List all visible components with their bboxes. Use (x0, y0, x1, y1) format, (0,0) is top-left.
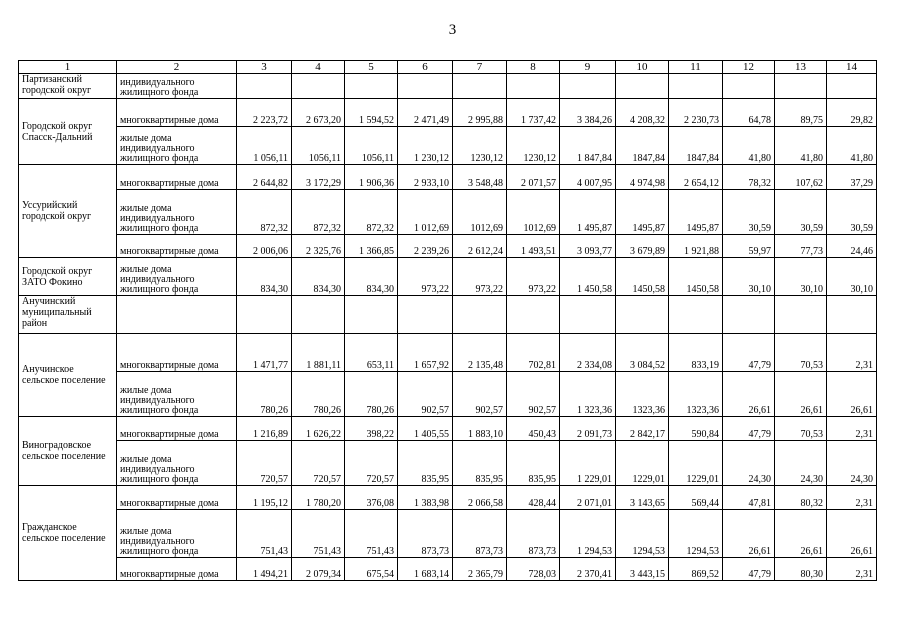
value-cell (237, 296, 292, 334)
value-cell (616, 74, 669, 99)
value-cell: 47,81 (723, 486, 775, 510)
column-header: 12 (723, 61, 775, 74)
housing-type-cell (117, 296, 237, 334)
value-cell: 24,30 (827, 441, 877, 486)
column-header: 8 (507, 61, 560, 74)
value-cell: 2,31 (827, 486, 877, 510)
housing-type-cell: индивидуального жилищного фонда (117, 74, 237, 99)
value-cell: 2 066,58 (453, 486, 507, 510)
housing-type-cell: жилые дома индивидуального жилищного фонда (117, 372, 237, 417)
value-cell: 2 995,88 (453, 99, 507, 127)
value-cell: 2 223,72 (237, 99, 292, 127)
column-header: 11 (669, 61, 723, 74)
value-cell: 872,32 (345, 190, 398, 235)
value-cell: 1847,84 (616, 127, 669, 165)
value-cell: 2 612,24 (453, 235, 507, 258)
value-cell: 1056,11 (292, 127, 345, 165)
value-cell (723, 74, 775, 99)
value-cell: 3 384,26 (560, 99, 616, 127)
value-cell: 1 881,11 (292, 334, 345, 372)
value-cell: 2 654,12 (669, 165, 723, 190)
value-cell: 26,61 (723, 510, 775, 558)
value-cell: 1323,36 (669, 372, 723, 417)
value-cell: 89,75 (775, 99, 827, 127)
housing-type-cell: многоквартирные дома (117, 235, 237, 258)
value-cell: 3 443,15 (616, 558, 669, 581)
value-cell: 1 737,42 (507, 99, 560, 127)
value-cell (345, 296, 398, 334)
value-cell: 873,73 (453, 510, 507, 558)
table-row (19, 190, 877, 235)
value-cell: 41,80 (775, 127, 827, 165)
value-cell: 3 548,48 (453, 165, 507, 190)
value-cell: 1 847,84 (560, 127, 616, 165)
value-cell (669, 74, 723, 99)
value-cell: 902,57 (398, 372, 453, 417)
value-cell: 872,32 (237, 190, 292, 235)
value-cell: 835,95 (398, 441, 453, 486)
value-cell: 3 172,29 (292, 165, 345, 190)
value-cell (292, 74, 345, 99)
value-cell: 2 365,79 (453, 558, 507, 581)
value-cell: 1294,53 (616, 510, 669, 558)
value-cell: 1294,53 (669, 510, 723, 558)
value-cell: 2 673,20 (292, 99, 345, 127)
value-cell: 751,43 (345, 510, 398, 558)
value-cell: 728,03 (507, 558, 560, 581)
region-cell: Городской округ ЗАТО Фокино (19, 258, 117, 296)
value-cell: 2 471,49 (398, 99, 453, 127)
value-cell: 2 006,06 (237, 235, 292, 258)
value-cell: 1 626,22 (292, 417, 345, 441)
value-cell: 1 450,58 (560, 258, 616, 296)
value-cell: 37,29 (827, 165, 877, 190)
value-cell: 1 229,01 (560, 441, 616, 486)
value-cell: 1 230,12 (398, 127, 453, 165)
housing-type-cell: многоквартирные дома (117, 558, 237, 581)
value-cell: 1495,87 (616, 190, 669, 235)
value-cell (669, 296, 723, 334)
value-cell: 751,43 (237, 510, 292, 558)
value-cell: 1450,58 (669, 258, 723, 296)
value-cell: 702,81 (507, 334, 560, 372)
value-cell: 70,53 (775, 417, 827, 441)
value-cell: 30,10 (827, 258, 877, 296)
value-cell: 24,30 (723, 441, 775, 486)
value-cell: 1 195,12 (237, 486, 292, 510)
value-cell: 973,22 (398, 258, 453, 296)
value-cell: 47,79 (723, 334, 775, 372)
column-header: 3 (237, 61, 292, 74)
value-cell: 1847,84 (669, 127, 723, 165)
value-cell: 1 383,98 (398, 486, 453, 510)
tariff-table (18, 60, 877, 581)
table-row (19, 372, 877, 417)
value-cell: 675,54 (345, 558, 398, 581)
value-cell: 835,95 (453, 441, 507, 486)
region-cell: Гражданское сельское поселение (19, 486, 117, 581)
value-cell: 2 933,10 (398, 165, 453, 190)
value-cell: 1450,58 (616, 258, 669, 296)
column-header: 6 (398, 61, 453, 74)
value-cell: 973,22 (453, 258, 507, 296)
value-cell: 1 921,88 (669, 235, 723, 258)
value-cell: 376,08 (345, 486, 398, 510)
value-cell: 2 091,73 (560, 417, 616, 441)
value-cell: 30,59 (723, 190, 775, 235)
value-cell: 1 493,51 (507, 235, 560, 258)
value-cell: 2 230,73 (669, 99, 723, 127)
value-cell (560, 74, 616, 99)
value-cell: 30,10 (775, 258, 827, 296)
value-cell: 833,19 (669, 334, 723, 372)
table-row (19, 74, 877, 99)
value-cell (827, 74, 877, 99)
table-row (19, 510, 877, 558)
value-cell (560, 296, 616, 334)
value-cell (827, 296, 877, 334)
column-header: 2 (117, 61, 237, 74)
value-cell: 2 644,82 (237, 165, 292, 190)
value-cell: 1 906,36 (345, 165, 398, 190)
table-row (19, 99, 877, 127)
column-header: 13 (775, 61, 827, 74)
value-cell: 77,73 (775, 235, 827, 258)
housing-type-cell: жилые дома индивидуального жилищного фонда (117, 510, 237, 558)
value-cell: 428,44 (507, 486, 560, 510)
value-cell: 3 679,89 (616, 235, 669, 258)
value-cell: 1012,69 (507, 190, 560, 235)
value-cell: 450,43 (507, 417, 560, 441)
value-cell: 872,32 (292, 190, 345, 235)
value-cell: 30,59 (775, 190, 827, 235)
page-number: 3 (448, 22, 457, 38)
value-cell (345, 74, 398, 99)
value-cell: 2 325,76 (292, 235, 345, 258)
column-header: 1 (19, 61, 117, 74)
value-cell: 59,97 (723, 235, 775, 258)
value-cell (507, 74, 560, 99)
column-header: 9 (560, 61, 616, 74)
value-cell: 873,73 (398, 510, 453, 558)
housing-type-cell: жилые дома индивидуального жилищного фонда (117, 127, 237, 165)
value-cell: 1 494,21 (237, 558, 292, 581)
value-cell: 2 334,08 (560, 334, 616, 372)
value-cell: 1 366,85 (345, 235, 398, 258)
value-cell: 1 323,36 (560, 372, 616, 417)
table-row (19, 165, 877, 190)
value-cell (398, 74, 453, 99)
value-cell: 1323,36 (616, 372, 669, 417)
column-header: 5 (345, 61, 398, 74)
value-cell: 873,73 (507, 510, 560, 558)
value-cell (775, 296, 827, 334)
region-cell: Городской округ Спасск-Дальний (19, 99, 117, 165)
value-cell: 902,57 (507, 372, 560, 417)
value-cell: 30,59 (827, 190, 877, 235)
table-row (19, 258, 877, 296)
table-row (19, 127, 877, 165)
value-cell: 3 143,65 (616, 486, 669, 510)
column-header: 14 (827, 61, 877, 74)
value-cell (453, 74, 507, 99)
value-cell: 1 405,55 (398, 417, 453, 441)
housing-type-cell: многоквартирные дома (117, 99, 237, 127)
region-cell: Уссурийский городской округ (19, 165, 117, 258)
value-cell: 26,61 (723, 372, 775, 417)
value-cell: 1012,69 (453, 190, 507, 235)
value-cell (507, 296, 560, 334)
value-cell: 2 135,48 (453, 334, 507, 372)
housing-type-cell: жилые дома индивидуального жилищного фонда (117, 190, 237, 235)
table-row (19, 296, 877, 334)
value-cell: 1 883,10 (453, 417, 507, 441)
value-cell: 780,26 (292, 372, 345, 417)
value-cell: 4 208,32 (616, 99, 669, 127)
value-cell: 869,52 (669, 558, 723, 581)
value-cell: 4 007,95 (560, 165, 616, 190)
header-row (19, 61, 877, 74)
value-cell (453, 296, 507, 334)
value-cell: 2 071,57 (507, 165, 560, 190)
value-cell: 78,32 (723, 165, 775, 190)
value-cell (237, 74, 292, 99)
housing-type-cell: многоквартирные дома (117, 486, 237, 510)
value-cell: 780,26 (345, 372, 398, 417)
value-cell: 834,30 (345, 258, 398, 296)
table-row (19, 441, 877, 486)
value-cell: 720,57 (345, 441, 398, 486)
housing-type-cell: жилые дома индивидуального жилищного фонда (117, 441, 237, 486)
value-cell: 2,31 (827, 558, 877, 581)
housing-type-cell: многоквартирные дома (117, 165, 237, 190)
value-cell: 41,80 (723, 127, 775, 165)
value-cell: 590,84 (669, 417, 723, 441)
table-row (19, 417, 877, 441)
value-cell: 834,30 (292, 258, 345, 296)
table-row (19, 334, 877, 372)
value-cell: 26,61 (775, 372, 827, 417)
value-cell (292, 296, 345, 334)
region-cell: Партизанский городской округ (19, 74, 117, 99)
value-cell: 47,79 (723, 417, 775, 441)
value-cell (723, 296, 775, 334)
value-cell: 2 239,26 (398, 235, 453, 258)
value-cell: 902,57 (453, 372, 507, 417)
value-cell: 720,57 (292, 441, 345, 486)
value-cell: 1230,12 (507, 127, 560, 165)
value-cell: 720,57 (237, 441, 292, 486)
table-row (19, 486, 877, 510)
value-cell: 64,78 (723, 99, 775, 127)
value-cell: 1230,12 (453, 127, 507, 165)
value-cell: 1 056,11 (237, 127, 292, 165)
value-cell: 2 370,41 (560, 558, 616, 581)
value-cell: 107,62 (775, 165, 827, 190)
value-cell: 973,22 (507, 258, 560, 296)
value-cell: 80,32 (775, 486, 827, 510)
value-cell: 26,61 (775, 510, 827, 558)
value-cell: 24,30 (775, 441, 827, 486)
value-cell: 47,79 (723, 558, 775, 581)
value-cell: 1 294,53 (560, 510, 616, 558)
value-cell: 1 657,92 (398, 334, 453, 372)
value-cell: 569,44 (669, 486, 723, 510)
value-cell: 1 594,52 (345, 99, 398, 127)
value-cell: 3 084,52 (616, 334, 669, 372)
value-cell: 70,53 (775, 334, 827, 372)
value-cell: 2,31 (827, 334, 877, 372)
value-cell: 30,10 (723, 258, 775, 296)
value-cell: 3 093,77 (560, 235, 616, 258)
value-cell: 1495,87 (669, 190, 723, 235)
housing-type-cell: многоквартирные дома (117, 334, 237, 372)
table-row (19, 235, 877, 258)
value-cell: 780,26 (237, 372, 292, 417)
value-cell: 2 079,34 (292, 558, 345, 581)
value-cell: 1056,11 (345, 127, 398, 165)
region-cell: Анучинское сельское поселение (19, 334, 117, 417)
column-header: 10 (616, 61, 669, 74)
value-cell: 2,31 (827, 417, 877, 441)
value-cell: 835,95 (507, 441, 560, 486)
value-cell: 4 974,98 (616, 165, 669, 190)
region-cell: Виноградовское сельское поселение (19, 417, 117, 486)
column-header: 4 (292, 61, 345, 74)
column-header: 7 (453, 61, 507, 74)
value-cell: 29,82 (827, 99, 877, 127)
value-cell: 1 471,77 (237, 334, 292, 372)
value-cell: 2 842,17 (616, 417, 669, 441)
value-cell: 41,80 (827, 127, 877, 165)
value-cell: 26,61 (827, 510, 877, 558)
housing-type-cell: жилые дома индивидуального жилищного фонда (117, 258, 237, 296)
value-cell: 398,22 (345, 417, 398, 441)
value-cell: 1 683,14 (398, 558, 453, 581)
housing-type-cell: многоквартирные дома (117, 417, 237, 441)
value-cell: 1 495,87 (560, 190, 616, 235)
table-row (19, 558, 877, 581)
value-cell: 26,61 (827, 372, 877, 417)
value-cell (616, 296, 669, 334)
value-cell: 1 012,69 (398, 190, 453, 235)
value-cell: 1229,01 (616, 441, 669, 486)
value-cell: 751,43 (292, 510, 345, 558)
value-cell: 80,30 (775, 558, 827, 581)
value-cell (775, 74, 827, 99)
value-cell: 653,11 (345, 334, 398, 372)
value-cell: 1 216,89 (237, 417, 292, 441)
value-cell: 1229,01 (669, 441, 723, 486)
region-cell: Анучинский муниципальный район (19, 296, 117, 334)
value-cell: 2 071,01 (560, 486, 616, 510)
value-cell: 1 780,20 (292, 486, 345, 510)
value-cell: 24,46 (827, 235, 877, 258)
value-cell (398, 296, 453, 334)
value-cell: 834,30 (237, 258, 292, 296)
